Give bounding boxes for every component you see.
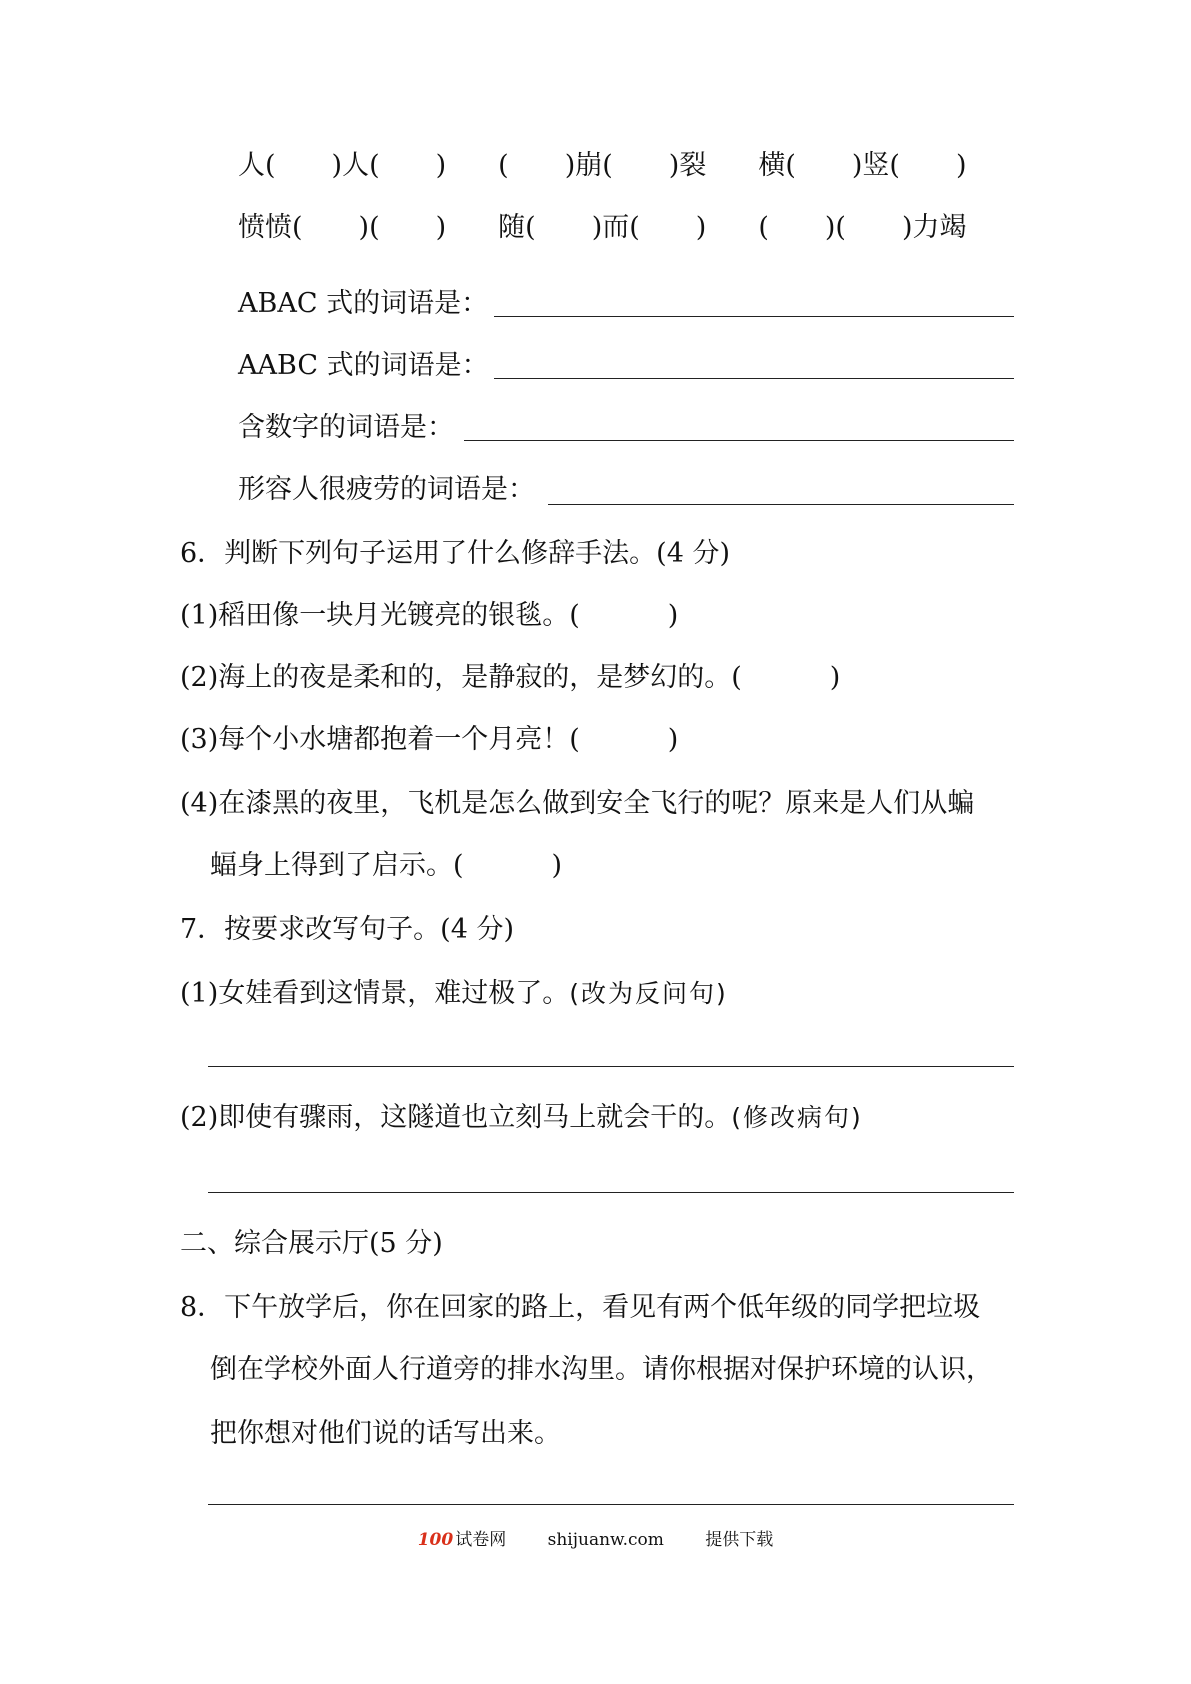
numbers-answer-line[interactable] (464, 440, 1014, 441)
footer-site[interactable]: shijuanw.com (547, 1530, 664, 1550)
q7-item-1-answer-line[interactable] (208, 1066, 1014, 1067)
q7-title: 7．按要求改写句子。(4 分) (180, 914, 515, 945)
q6-item-1: (1)稻田像一块月光镀亮的银毯。( ) (180, 600, 679, 631)
q7-item-1: (1)女娃看到这情景，难过极了。(改为反问句) (180, 978, 728, 1009)
q6-item-4: (4)在漆黑的夜里，飞机是怎么做到安全飞行的呢？原来是人们从蝙 (180, 788, 975, 819)
q7-item-2-answer-line[interactable] (208, 1192, 1014, 1193)
idiom-row-1: 人( )人( ) ( )崩( )裂 横( )竖( ) (238, 150, 967, 181)
abac-answer-line[interactable] (494, 316, 1014, 317)
aabc-answer-line[interactable] (494, 378, 1014, 379)
q8-line-2: 倒在学校外面人行道旁的排水沟里。请你根据对保护环境的认识， (210, 1354, 993, 1385)
logo-mark: 100 (417, 1530, 454, 1550)
q7-item-2: (2)即使有骤雨，这隧道也立刻马上就会干的。(修改病句) (180, 1102, 863, 1133)
tired-label: 形容人很疲劳的词语是： (238, 474, 535, 505)
q8-line-3: 把你想对他们说的话写出来。 (210, 1418, 561, 1449)
footer-provide: 提供下载 (705, 1530, 774, 1550)
page-footer (0, 1525, 1191, 1550)
q7-item-2-note: (修改病句) (731, 1103, 863, 1132)
numbers-label: 含数字的词语是： (238, 412, 454, 443)
q6-title: 6．判断下列句子运用了什么修辞手法。(4 分) (180, 538, 731, 569)
q6-item-4-continued: 蝠身上得到了启示。( ) (210, 850, 563, 881)
q7-item-1-note: (改为反问句) (569, 979, 728, 1008)
idiom-row-2: 愤愤( )( ) 随( )而( ) ( )( )力竭 (238, 212, 967, 243)
aabc-label: AABC 式的词语是： (238, 350, 489, 381)
q6-item-3: (3)每个小水塘都抱着一个月亮！( ) (180, 724, 679, 755)
section-2-heading: 二、综合展示厅(5 分) (180, 1228, 443, 1259)
logo-text: 试卷网 (455, 1530, 507, 1550)
q6-item-2: (2)海上的夜是柔和的，是静寂的，是梦幻的。( ) (180, 662, 841, 693)
q8-line-1: 8．下午放学后，你在回家的路上，看见有两个低年级的同学把垃圾 (180, 1292, 981, 1323)
q8-answer-line[interactable] (208, 1504, 1014, 1505)
tired-answer-line[interactable] (548, 504, 1014, 505)
abac-label: ABAC 式的词语是： (238, 288, 489, 319)
